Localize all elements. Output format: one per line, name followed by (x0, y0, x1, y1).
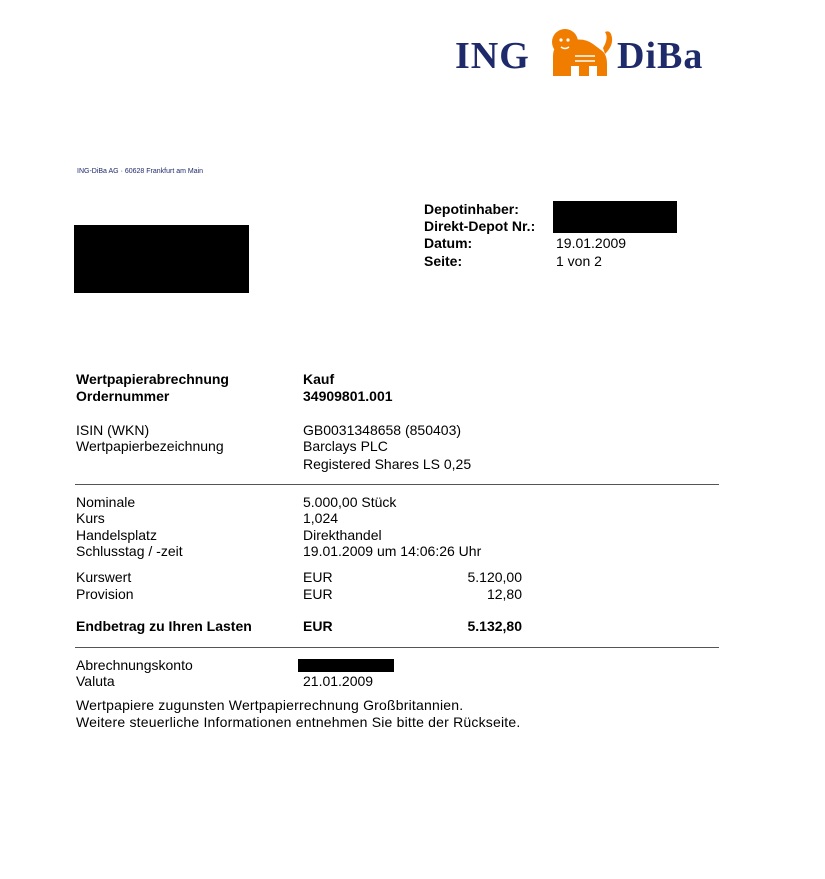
divider-top (75, 484, 719, 485)
settlement-type-value: Kauf (303, 371, 335, 387)
venue-label: Handelsplatz (76, 527, 157, 543)
account-number-redacted (298, 659, 394, 672)
valuta-value: 21.01.2009 (303, 673, 374, 689)
market-value-currency: EUR (303, 569, 333, 585)
order-number-label: Ordernummer (76, 388, 170, 404)
market-value-label: Kurswert (76, 569, 132, 585)
close-time-value: 19.01.2009 um 14:06:26 Uhr (303, 543, 482, 559)
logo-diba-text: DiBa (617, 35, 704, 77)
date-label: Datum: (424, 235, 473, 251)
depot-holder-label: Depotinhaber: (424, 201, 519, 217)
total-currency: EUR (303, 618, 333, 634)
note-line-1: Wertpapiere zugunsten Wertpapierrechnung Großbritannien. (76, 697, 464, 713)
recipient-address-redacted (74, 225, 249, 293)
price-value: 1,024 (303, 510, 339, 526)
depot-holder-redacted (553, 201, 677, 233)
lion-icon (545, 26, 615, 78)
account-label: Abrechnungskonto (76, 657, 193, 673)
valuta-label: Valuta (76, 673, 115, 689)
page-value: 1 von 2 (556, 253, 602, 269)
commission-label: Provision (76, 586, 134, 602)
divider-bottom (75, 647, 719, 648)
nominal-value: 5.000,00 Stück (303, 494, 397, 510)
commission-currency: EUR (303, 586, 333, 602)
sender-address: ING-DiBa AG · 60628 Frankfurt am Main (77, 168, 204, 175)
depot-number-label: Direkt-Depot Nr.: (424, 218, 536, 234)
isin-value: GB0031348658 (850403) (303, 422, 462, 438)
page-label: Seite: (424, 253, 463, 269)
market-value-amount: 5.120,00 (467, 569, 522, 585)
security-name-line2: Registered Shares LS 0,25 (303, 456, 472, 472)
settlement-title-label: Wertpapierabrechnung (76, 371, 229, 387)
price-label: Kurs (76, 510, 105, 526)
total-label: Endbetrag zu Ihren Lasten (76, 618, 252, 634)
ing-diba-logo (455, 26, 715, 82)
note-line-2: Weitere steuerliche Informationen entnehmen Sie bitte der Rückseite. (76, 714, 521, 730)
total-amount: 5.132,80 (467, 618, 522, 634)
security-name-line1: Barclays PLC (303, 438, 388, 454)
close-time-label: Schlusstag / -zeit (76, 543, 183, 559)
security-name-label: Wertpapierbezeichnung (76, 438, 224, 454)
nominal-label: Nominale (76, 494, 136, 510)
logo-ing-text: ING (455, 35, 530, 77)
commission-amount: 12,80 (486, 586, 522, 602)
venue-value: Direkthandel (303, 527, 382, 543)
order-number-value: 34909801.001 (303, 388, 393, 404)
isin-label: ISIN (WKN) (76, 422, 150, 438)
date-value: 19.01.2009 (556, 235, 627, 251)
